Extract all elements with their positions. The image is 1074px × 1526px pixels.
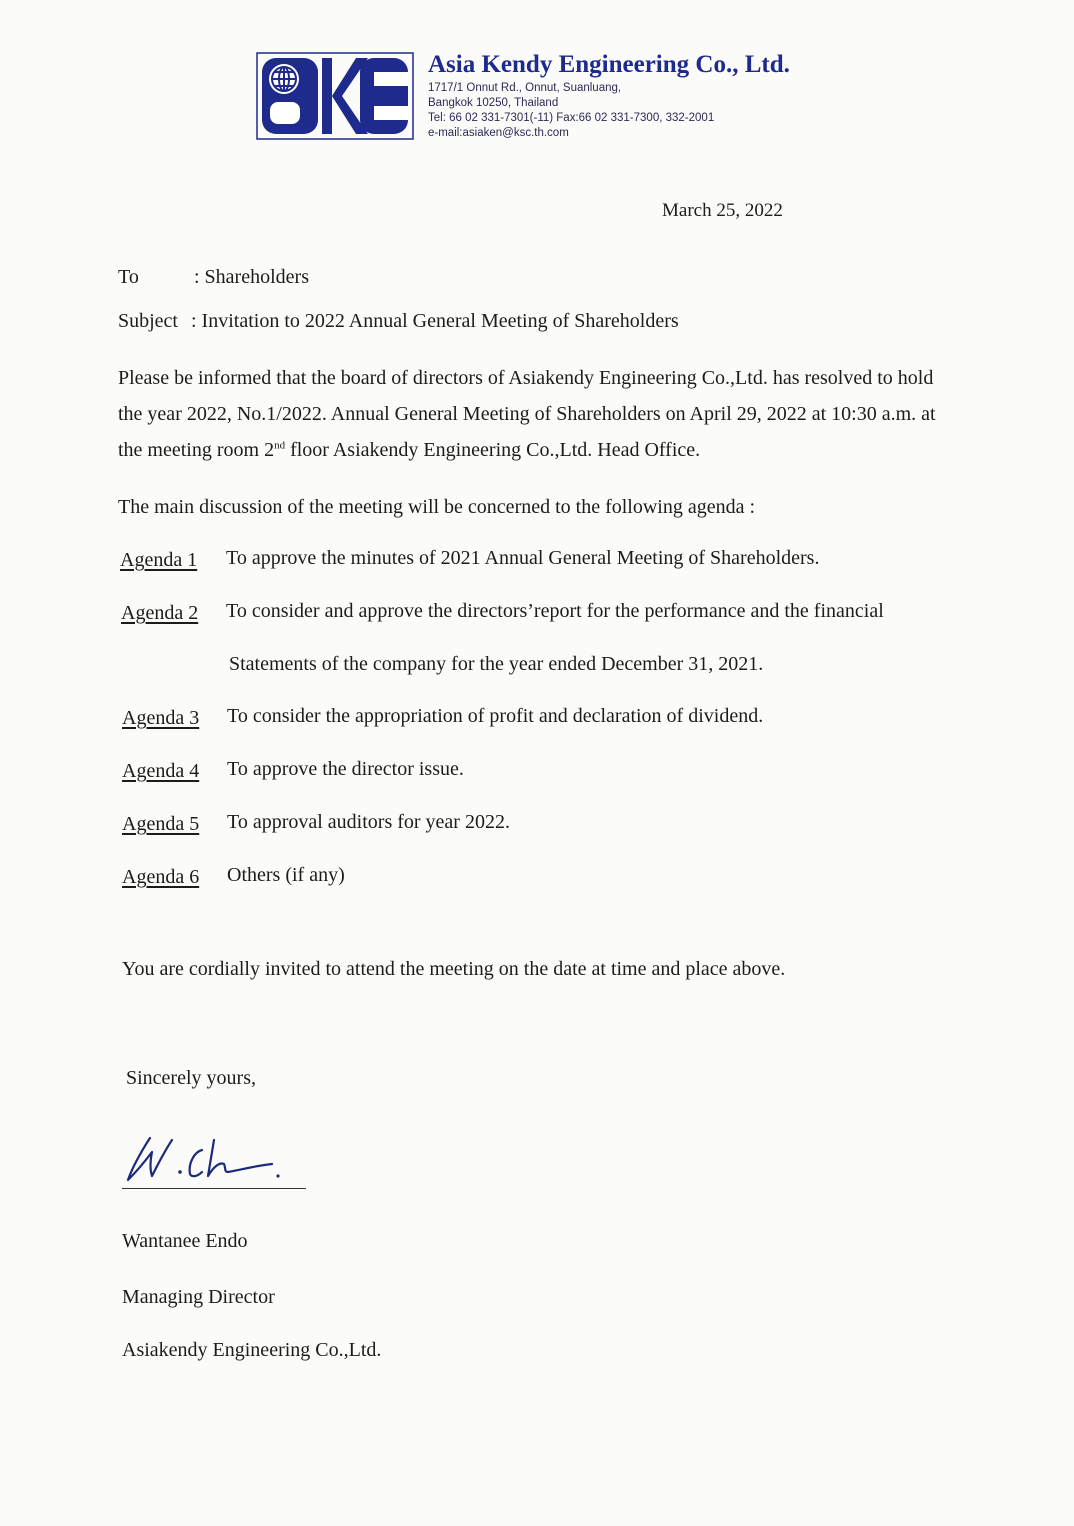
signatory-title: Managing Director	[122, 1286, 275, 1308]
invitation-text: You are cordially invited to attend the meeting on the date at time and place above.	[122, 958, 786, 980]
signatory-name: Wantanee Endo	[122, 1230, 248, 1252]
subject-label: Subject	[118, 310, 178, 332]
agenda-label: Agenda 2	[121, 602, 199, 624]
company-info	[428, 52, 828, 141]
agenda-label: Agenda 3	[122, 707, 200, 729]
intro-paragraph	[118, 360, 948, 468]
agenda-intro: The main discussion of the meeting will be concerned to the following agenda :	[118, 496, 756, 518]
intro-part-2: floor Asiakendy Engineering Co.,Ltd. Head Office.	[285, 439, 701, 461]
agenda-label: Agenda 1	[120, 549, 198, 571]
closing-text: Sincerely yours,	[126, 1067, 256, 1089]
letterhead	[256, 52, 816, 142]
signature-line	[122, 1188, 306, 1189]
to-label: To	[118, 266, 139, 288]
contact-line: Tel: 66 02 331-7301(-11) Fax:66 02 331-7300, 332-2001	[428, 112, 715, 124]
agenda-text: To approve the director issue.	[227, 758, 464, 780]
agenda-text: To approval auditors for year 2022.	[227, 811, 510, 833]
agenda-text: Others (if any)	[227, 864, 345, 886]
agenda-label: Agenda 4	[122, 760, 200, 782]
address-line-2: Bangkok 10250, Thailand	[428, 97, 559, 109]
intro-part-1: Please be informed that the board of directors of Asiakendy Engineering Co.,Ltd. has resolved to hold the year 2022, No.1/2022. Annual General Meeting of Shareholders on April 29, 2022 at 10:30 a.m. at the meeting room 2	[118, 367, 936, 461]
agenda-text-continued: Statements of the company for the year ended December 31, 2021.	[229, 653, 764, 675]
agenda-label: Agenda 6	[122, 866, 200, 888]
email-line: e-mail:asiaken@ksc.th.com	[428, 127, 569, 139]
letter-date: March 25, 2022	[662, 200, 783, 221]
agenda-text: To consider the appropriation of profit and declaration of dividend.	[227, 705, 764, 727]
company-logo	[256, 52, 414, 140]
agenda-text: To consider and approve the directors’report for the performance and the financial	[226, 600, 884, 622]
agenda-text: To approve the minutes of 2021 Annual General Meeting of Shareholders.	[226, 547, 820, 569]
agenda-label: Agenda 5	[122, 813, 200, 835]
subject-value: : Invitation to 2022 Annual General Meeting of Shareholders	[191, 310, 679, 332]
handwritten-signature	[120, 1130, 290, 1192]
ordinal-suffix: nd	[274, 439, 286, 452]
address-line-1: 1717/1 Onnut Rd., Onnut, Suanluang,	[428, 82, 622, 94]
to-value: : Shareholders	[194, 266, 309, 288]
signatory-company: Asiakendy Engineering Co.,Ltd.	[122, 1339, 382, 1361]
company-name: Asia Kendy Engineering Co., Ltd.	[428, 51, 790, 78]
